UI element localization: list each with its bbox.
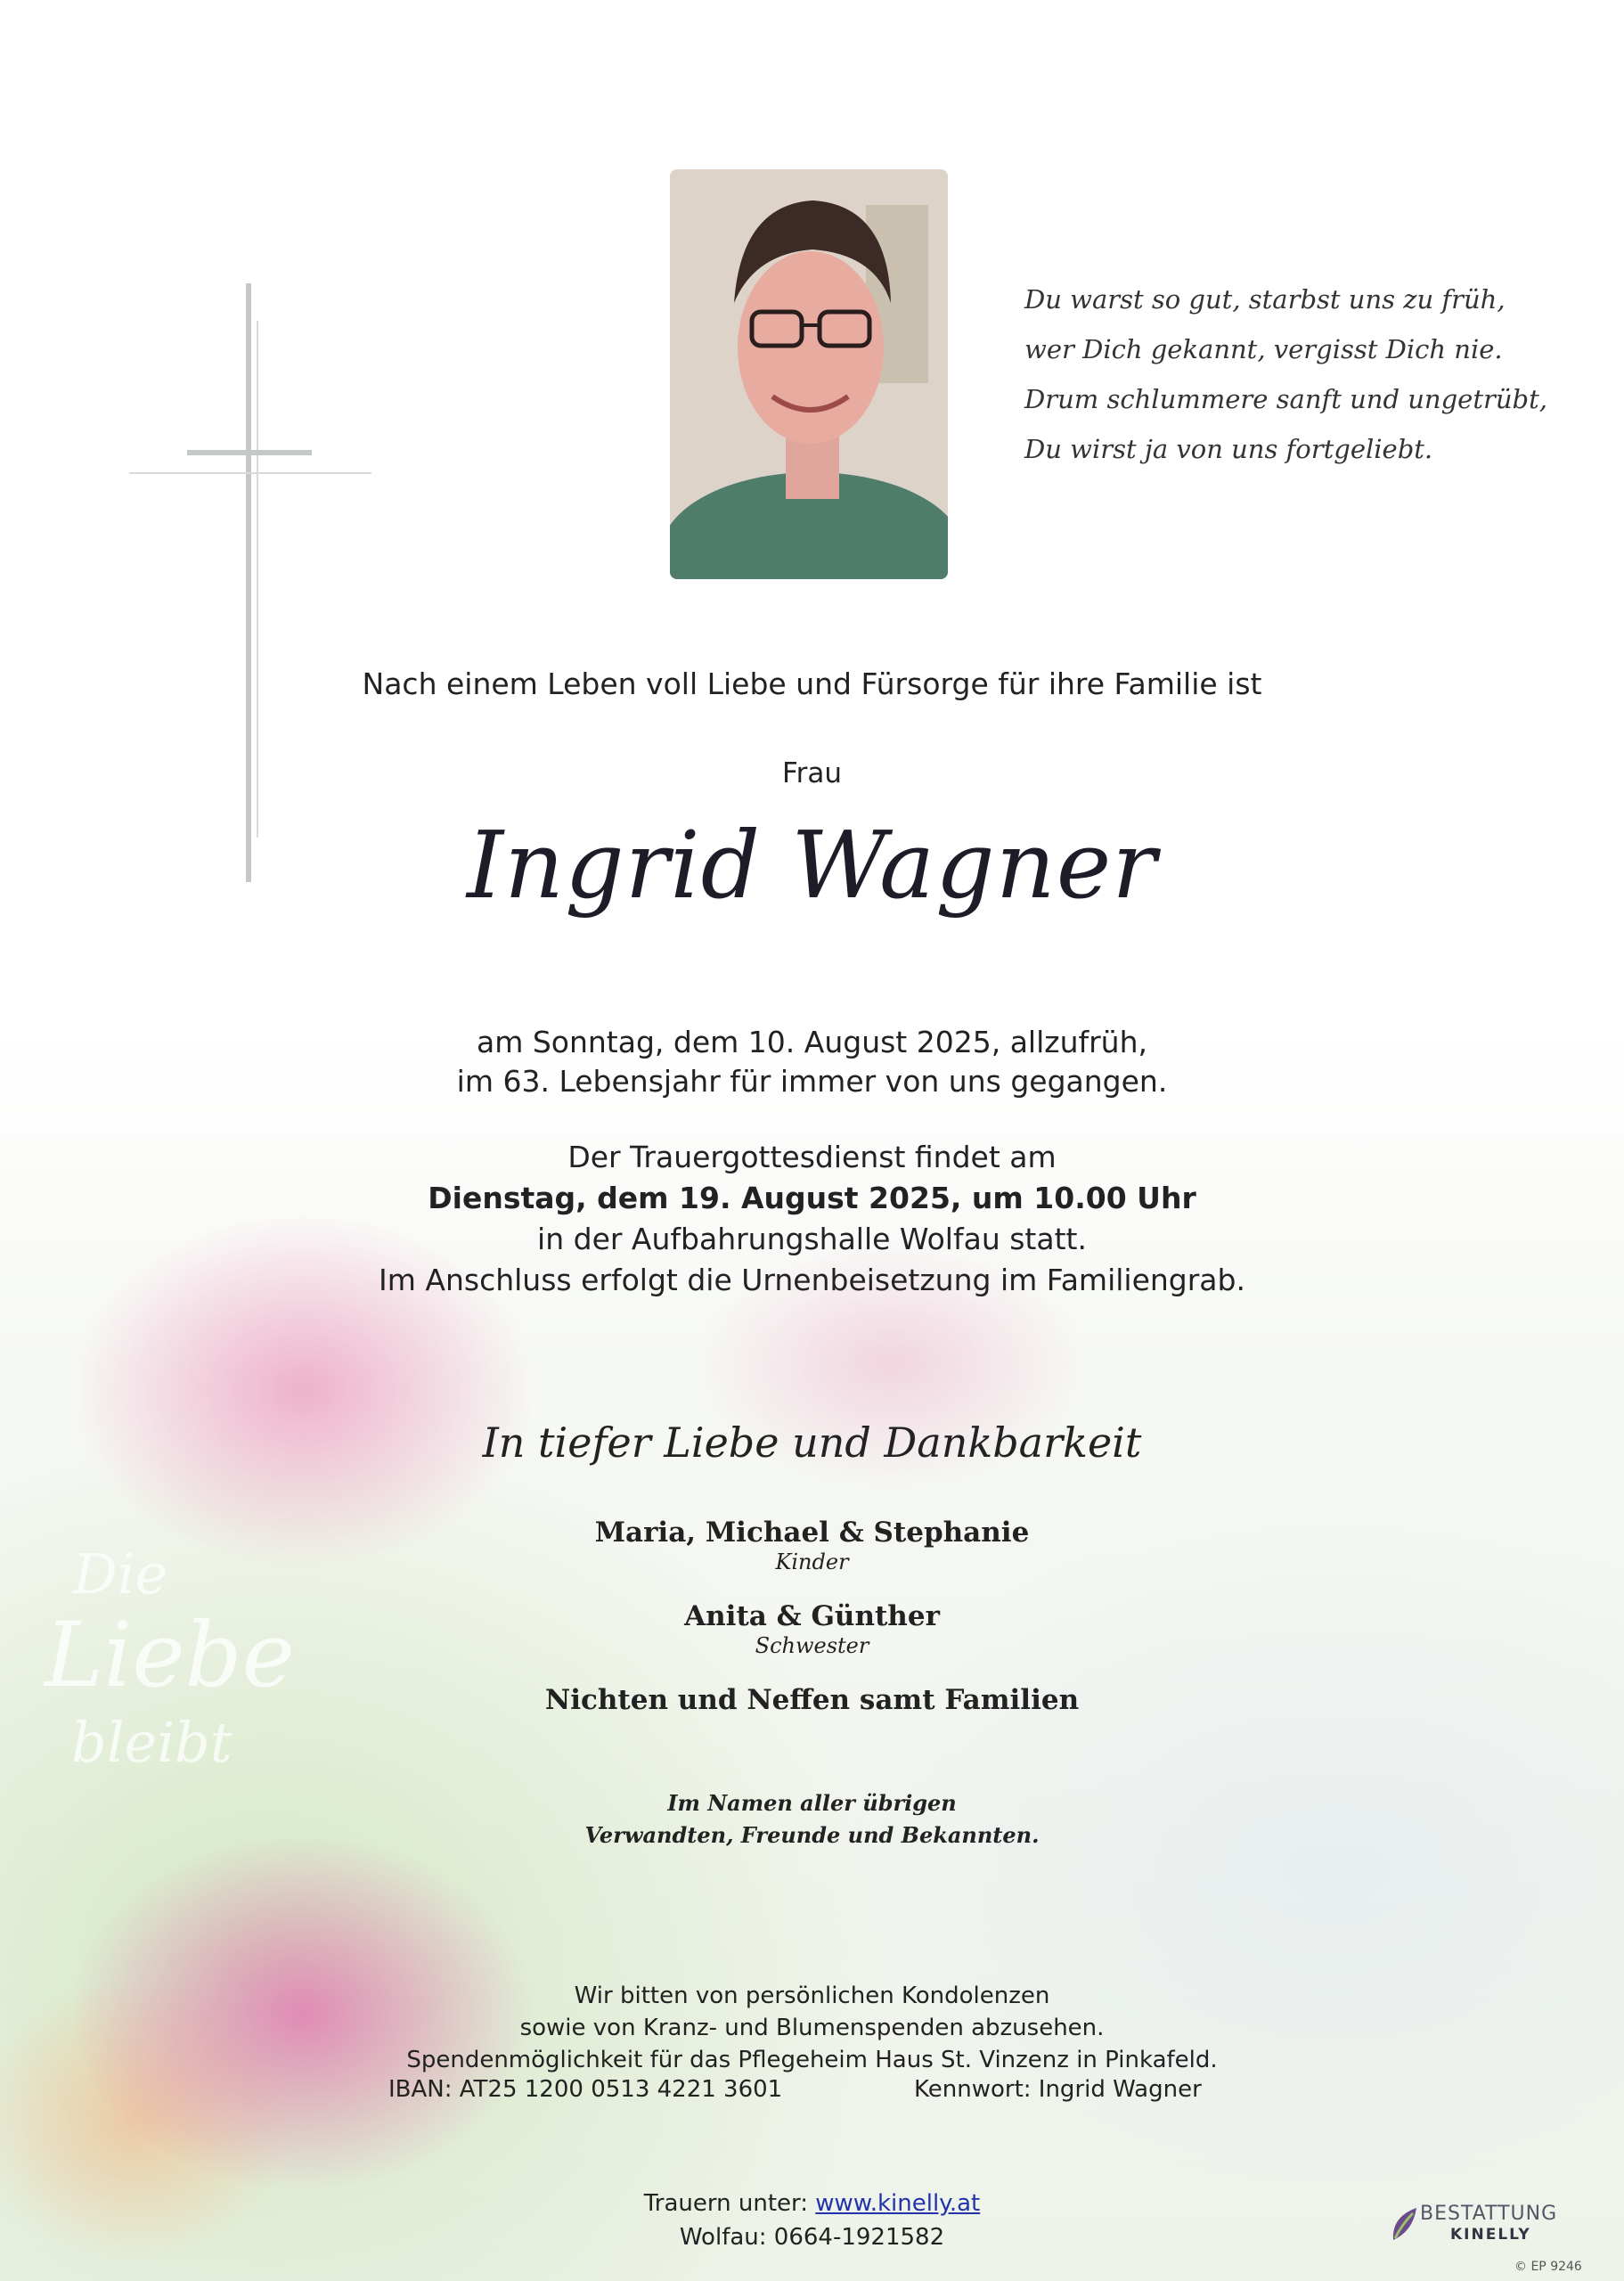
ep-number: © EP 9246 <box>1514 2260 1582 2274</box>
death-line: am Sonntag, dem 10. August 2025, allzufrüh, <box>476 1025 1147 1059</box>
phone-number: Wolfau: 0664-1921582 <box>679 2224 945 2251</box>
donation-notice <box>0 1980 1624 2076</box>
portrait-photo <box>670 169 948 579</box>
footer-label: Trauern unter: <box>643 2190 809 2217</box>
iban: IBAN: AT25 1200 0513 4221 3601 <box>388 2076 783 2103</box>
mourner-role: Schwester <box>755 1633 869 1658</box>
notice-line: Spendenmöglichkeit für das Pflegeheim Haus St. Vinzenz in Pinkafeld. <box>406 2047 1218 2073</box>
funeral-home-logo <box>1386 2199 1564 2252</box>
other-mourners-line: Im Namen aller übrigen <box>667 1790 957 1816</box>
verse-line: Du wirst ja von uns fortgeliebt. <box>1024 434 1433 464</box>
kennwort: Kennwort: Ingrid Wagner <box>914 2076 1202 2103</box>
death-line: im 63. Lebensjahr für immer von uns gegangen. <box>456 1064 1168 1099</box>
watermark-line: Die <box>73 1541 168 1607</box>
leaf-icon <box>1390 2204 1420 2244</box>
service-date: Dienstag, dem 19. August 2025, um 10.00 Uhr <box>428 1181 1196 1215</box>
verse-line: Drum schlummere sanft und ungetrübt, <box>1024 384 1547 414</box>
watermark-line: Liebe <box>45 1603 295 1707</box>
footer <box>0 2187 1624 2254</box>
website-link[interactable]: www.kinelly.at <box>815 2190 981 2217</box>
other-mourners <box>0 1787 1624 1852</box>
notice-line: Wir bitten von persönlichen Kondolenzen <box>574 1983 1050 2009</box>
memorial-verse <box>1024 274 1547 474</box>
funeral-service <box>0 1137 1624 1301</box>
mourner-role: Kinder <box>775 1549 849 1574</box>
verse-line: wer Dich gekannt, vergisst Dich nie. <box>1024 334 1503 364</box>
watermark-line: bleibt <box>71 1710 233 1775</box>
notice-line: sowie von Kranz- und Blumenspenden abzusehen. <box>519 2015 1105 2041</box>
verse-line: Du warst so gut, starbst uns zu früh, <box>1024 284 1506 315</box>
mourner-names: Anita & Günther <box>684 1600 940 1632</box>
mourner-names: Maria, Michael & Stephanie <box>594 1517 1030 1549</box>
thanks-heading: In tiefer Liebe und Dankbarkeit <box>482 1418 1142 1467</box>
service-line: Im Anschluss erfolgt die Urnenbeisetzung im Familiengrab. <box>379 1263 1245 1297</box>
salutation: Frau <box>782 757 842 789</box>
other-mourners-line: Verwandten, Freunde und Bekannten. <box>584 1822 1040 1848</box>
watermark-text <box>36 1541 294 1775</box>
logo-text-top: BESTATTUNG <box>1420 2203 1558 2225</box>
deceased-name: Ingrid Wagner <box>467 811 1157 920</box>
logo-text-bottom: KINELLY <box>1450 2226 1531 2244</box>
service-line: Der Trauergottesdienst findet am <box>567 1140 1057 1174</box>
mourner-names: Nichten und Neffen samt Familien <box>544 1684 1080 1716</box>
death-announcement <box>0 1023 1624 1101</box>
intro-text: Nach einem Leben voll Liebe und Fürsorge für ihre Familie ist <box>362 666 1262 701</box>
service-line: in der Aufbahrungshalle Wolfau statt. <box>537 1222 1087 1256</box>
